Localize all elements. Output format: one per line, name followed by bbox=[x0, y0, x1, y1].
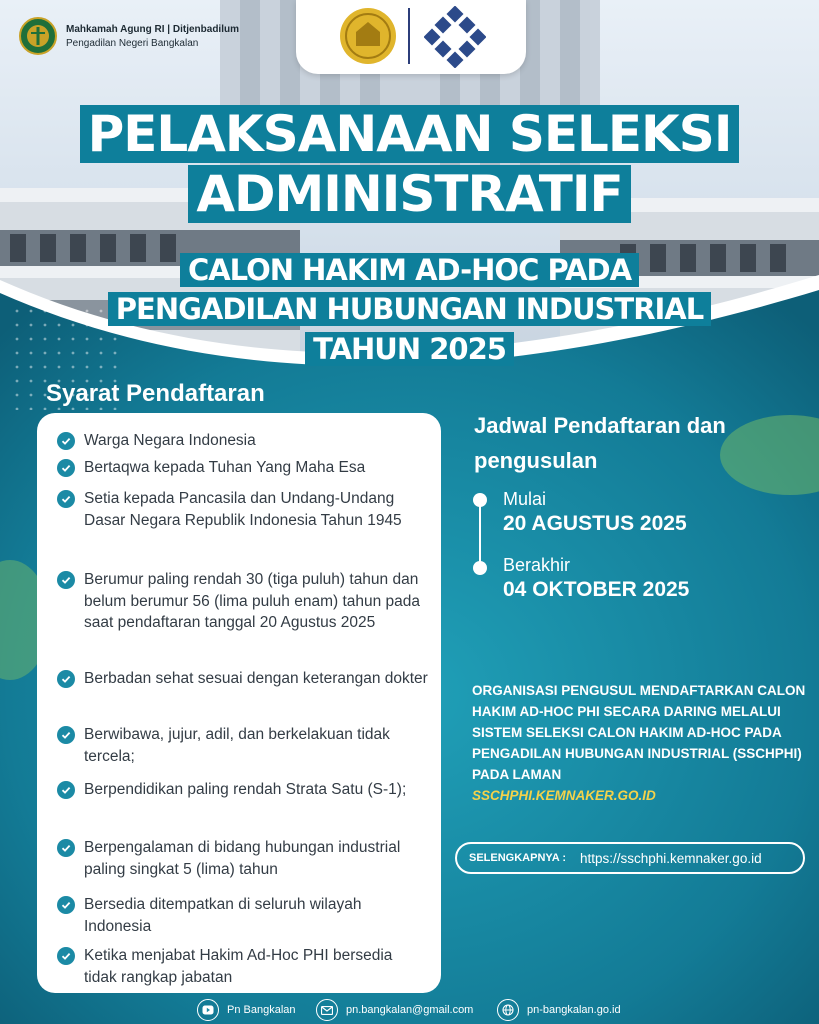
header-org bbox=[18, 16, 239, 56]
logo-divider bbox=[408, 8, 410, 64]
youtube-icon bbox=[197, 999, 219, 1021]
footer-website[interactable]: pn-bangkalan.go.id bbox=[497, 998, 621, 1022]
check-icon bbox=[57, 670, 75, 688]
end-date: 04 OKTOBER 2025 bbox=[503, 578, 690, 601]
subtitle-line2: PENGADILAN HUBUNGAN INDUSTRIAL bbox=[0, 290, 819, 328]
check-icon bbox=[57, 432, 75, 450]
check-icon bbox=[57, 726, 75, 744]
more-url-link[interactable]: https://sschphi.kemnaker.go.id bbox=[579, 850, 762, 866]
requirement-item: Berbadan sehat sesuai dengan keterangan dokter bbox=[57, 668, 429, 690]
requirement-item: Berpendidikan paling rendah Strata Satu (S-1); bbox=[57, 779, 429, 801]
timeline-dot-start bbox=[473, 493, 487, 507]
logo-tab bbox=[296, 0, 526, 74]
requirement-item: Bertaqwa kepada Tuhan Yang Maha Esa bbox=[57, 457, 429, 479]
check-icon bbox=[57, 947, 75, 965]
check-icon bbox=[57, 490, 75, 508]
subtitle-line1: CALON HAKIM AD-HOC PADA bbox=[0, 251, 819, 289]
end-label: Berakhir bbox=[503, 555, 571, 575]
seal-logo bbox=[338, 6, 398, 66]
requirement-item: Berwibawa, jujur, adil, dan berkelakuan tidak tercela; bbox=[57, 724, 429, 767]
requirement-item: Berumur paling rendah 30 (tiga puluh) tahun dan belum berumur 56 (lima puluh enam) tahun pada saat pendaftaran tanggal 20 Agustus 2025 bbox=[57, 569, 429, 634]
requirement-item: Ketika menjabat Hakim Ad-Hoc PHI bersedia tidak rangkap jabatan bbox=[57, 945, 429, 988]
info-text: ORGANISASI PENGUSUL MENDAFTARKAN CALON HAKIM AD-HOC PHI SECARA DARING MELALUI SISTEM SELEKSI CALON HAKIM AD-HOC PADA PENGADILAN HUBUNGAN INDUSTRIAL (SSCHPHI) PADA LAMAN bbox=[472, 683, 806, 782]
more-info-pill[interactable] bbox=[455, 842, 805, 874]
check-icon bbox=[57, 781, 75, 799]
requirements-heading: Syarat Pendaftaran bbox=[46, 380, 265, 407]
footer-youtube[interactable]: Pn Bangkalan bbox=[197, 998, 296, 1022]
email-icon bbox=[316, 999, 338, 1021]
more-label: SELENGKAPNYA : bbox=[469, 852, 566, 864]
title-line1: PELAKSANAAN SELEKSI bbox=[0, 104, 819, 164]
timeline-line bbox=[479, 500, 481, 568]
timeline-dot-end bbox=[473, 561, 487, 575]
footer-email[interactable]: pn.bangkalan@gmail.com bbox=[316, 998, 473, 1022]
subtitle-line3: TAHUN 2025 bbox=[0, 330, 819, 368]
requirement-item: Setia kepada Pancasila dan Undang-Undang Dasar Negara Republik Indonesia Tahun 1945 bbox=[57, 488, 429, 531]
requirement-item: Warga Negara Indonesia bbox=[57, 430, 429, 452]
info-link[interactable]: SSCHPHI.KEMNAKER.GO.ID bbox=[472, 788, 656, 803]
info-block bbox=[472, 680, 807, 806]
org-line2: Pengadilan Negeri Bangkalan bbox=[66, 37, 199, 49]
check-icon bbox=[57, 459, 75, 477]
title-line2: ADMINISTRATIF bbox=[0, 164, 819, 224]
start-label: Mulai bbox=[503, 489, 547, 509]
check-icon bbox=[57, 839, 75, 857]
requirements-card bbox=[37, 413, 441, 993]
check-icon bbox=[57, 571, 75, 589]
globe-icon bbox=[497, 999, 519, 1021]
requirement-item: Berpengalaman di bidang hubungan industrial paling singkat 5 (lima) tahun bbox=[57, 837, 429, 880]
org-line1: Mahkamah Agung RI | Ditjenbadilum bbox=[66, 23, 239, 35]
schedule-title: Jadwal Pendaftaran dan pengusulan bbox=[474, 413, 726, 473]
check-icon bbox=[57, 896, 75, 914]
mahkamah-agung-logo bbox=[18, 16, 58, 56]
kemnaker-logo bbox=[424, 6, 486, 68]
start-date: 20 AGUSTUS 2025 bbox=[503, 512, 687, 535]
requirement-item: Bersedia ditempatkan di seluruh wilayah Indonesia bbox=[57, 894, 429, 937]
